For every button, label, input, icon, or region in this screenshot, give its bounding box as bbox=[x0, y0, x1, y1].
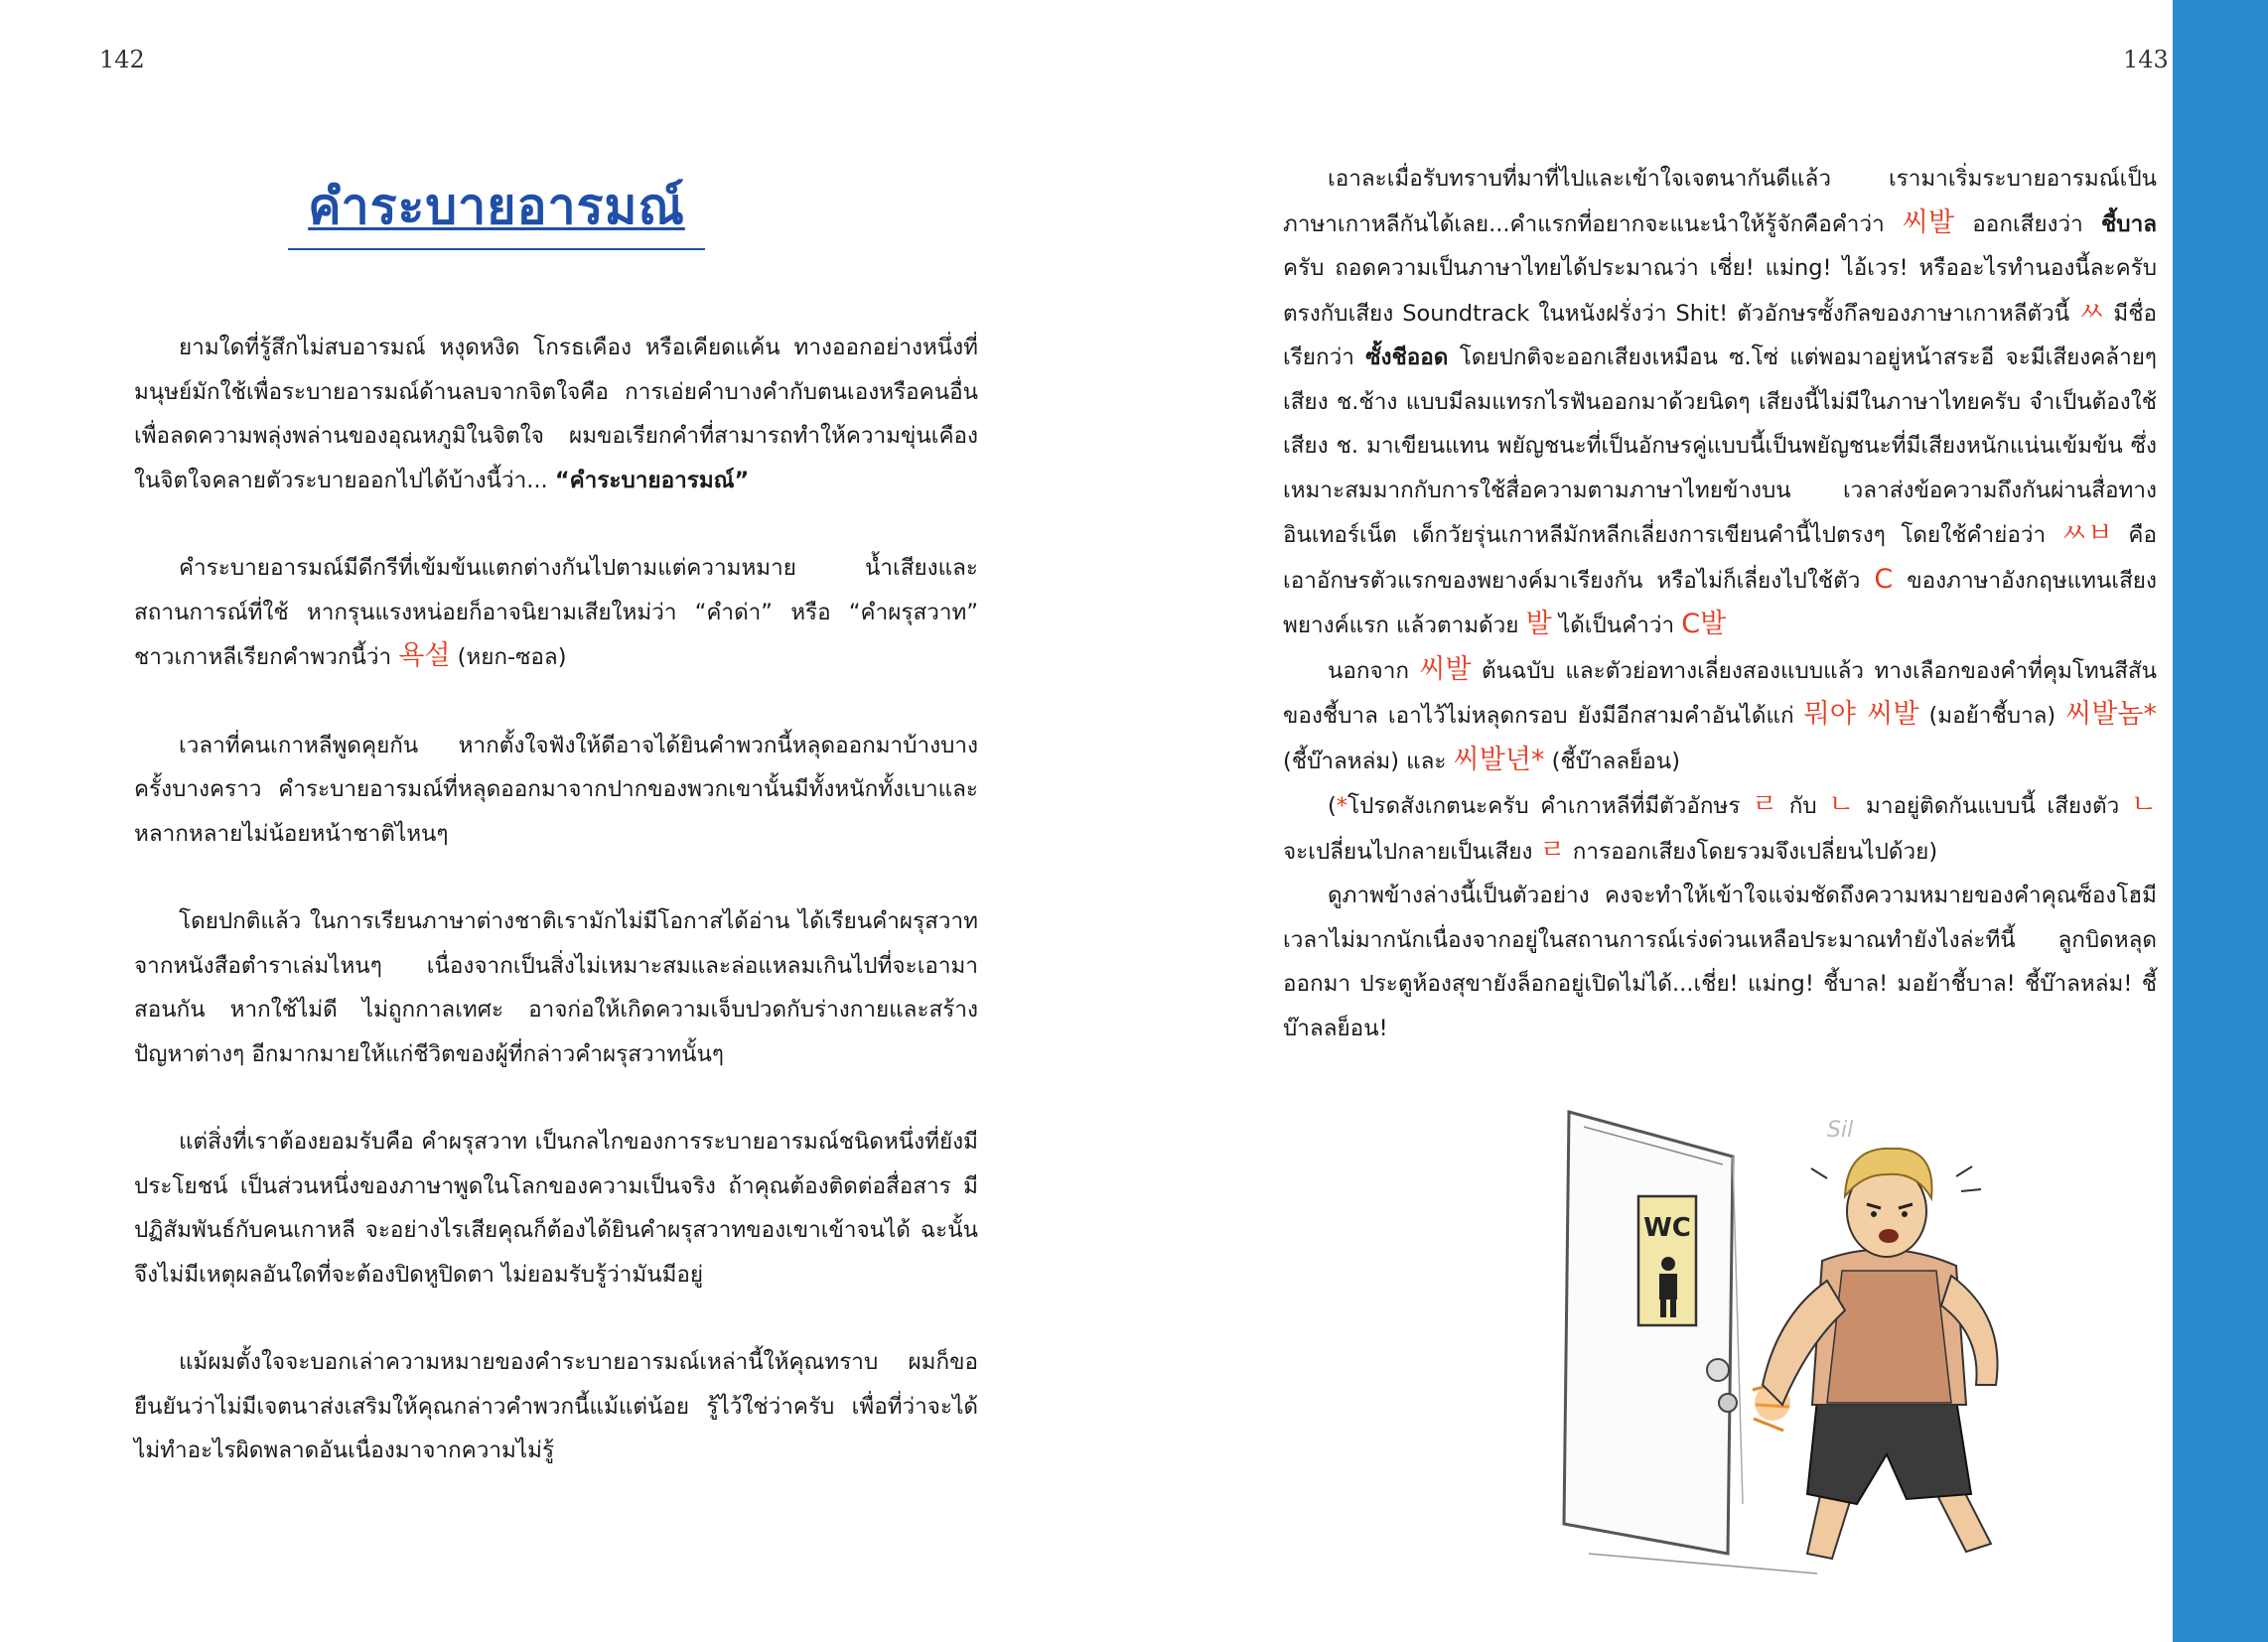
right-body bbox=[1283, 157, 2157, 1050]
edge-color-band bbox=[2173, 0, 2268, 1642]
paragraph: เอาละเมื่อรับทราบที่มาที่ไปและเข้าใจเจตนากันดีแล้ว เรามาเริ่มระบายอารมณ์เป็นภาษาเกาหลีกันได้เลย...คำแรกที่อยากจะแนะนำให้รู้จักคือคำว่า 씨발 ออกเสียงว่า ชี้บาล ครับ ถอดความเป็นภาษาไทยได้ประมาณว่า เชี่ย! แม่ng! ไอ้เวร! หรืออะไรทำนองนี้ละครับ ตรงกับเสียง Soundtrack ในหนังฝรั่งว่า Shit! ตัวอักษรซั้งกึลของภาษาเกาหลีตัวนี้ ㅆ มีชื่อเรียกว่า ซั้งชีออด โดยปกติจะออกเสียงเหมือน ซ.โซ่ แต่พอมาอยู่หน้าสระอี จะมีเสียงคล้ายๆ เสียง ช.ช้าง แบบมีลมแทรกไรฟันออกมาด้วยนิดๆ เสียงนี้ไม่มีในภาษาไทยครับ จำเป็นต้องใช้เสียง ช. มาเขียนแทน พยัญชนะที่เป็นอักษรคู่แบบนี้เป็นพยัญชนะที่มีเสียงหนักแน่นเข้มข้น ซึ่งเหมาะสมมากกับการใช้สื่อความตามภาษาไทยข้างบน เวลาส่งข้อความถึงกันผ่านสื่อทางอินเทอร์เน็ต เด็กวัยรุ่นเกาหลีมักหลีกเลี่ยงการเขียนคำนี้ไปตรงๆ โดยใช้คำย่อว่า ㅆㅂ คือเอาอักษรตัวแรกของพยางค์มาเรียงกัน หรือไม่ก็เลี่ยงไปใช้ตัว C ของภาษาอังกฤษแทนเสียงพยางค์แรก แล้วตามด้วย 발 ได้เป็นคำว่า C발 bbox=[1283, 166, 2157, 639]
paragraph: โดยปกติแล้ว ในการเรียนภาษาต่างชาติเรามักไม่มีโอกาสได้อ่าน ได้เรียนคำผรุสวาทจากหนังสือตำราเล่มไหนๆ เนื่องจากเป็นสิ่งไม่เหมาะสมและล่อแหลมเกินไปที่จะเอามาสอนกัน หากใช้ไม่ดี ไม่ถูกกาลเทศะ อาจก่อให้เกิดความเจ็บปวดกับร่างกายและสร้างปัญหาต่างๆ อีกมากมายให้แก่ชีวิตของผู้ที่กล่าวคำผรุสวาทนั้นๆ bbox=[134, 908, 978, 1067]
wc-sign bbox=[1638, 1196, 1696, 1325]
paragraph: (*โปรดสังเกตนะครับ คำเกาหลีที่มีตัวอักษร ㄹ กับ ㄴ มาอยู่ติดกันแบบนี้ เสียงตัว ㄴ จะเปลี่ยนไปกลายเป็นเสียง ㄹ การออกเสียงโดยรวมจึงเปลี่ยนไปด้วย) bbox=[1283, 789, 2157, 866]
korean-term: C발 bbox=[1681, 609, 1727, 639]
korean-term: ㅆㅂ bbox=[2060, 518, 2113, 549]
left-body bbox=[134, 326, 978, 1517]
korean-term: ㄴ bbox=[2130, 789, 2157, 820]
paragraph: แต่สิ่งที่เราต้องยอมรับคือ คำผรุสวาท เป็นกลไกของการระบายอารมณ์ชนิดหนึ่งที่ยังมีประโยชน์ เป็นส่วนหนึ่งของภาษาพูดในโลกของความเป็นจริง ถ้าคุณต้องติดต่อสื่อสาร มีปฏิสัมพันธ์กับคนเกาหลี จะอย่างไรเสียคุณก็ต้องได้ยินคำผรุสวาทของเขาเข้าจนได้ ฉะนั้นจึงไม่มีเหตุผลอันใดที่จะต้องปิดหูปิดตา ไม่ยอมรับรู้ว่ามันมีอยู่ bbox=[134, 1129, 978, 1288]
korean-term: ㄹ bbox=[1752, 789, 1778, 820]
paragraph: ยามใดที่รู้สึกไม่สบอารมณ์ หงุดหงิด โกรธเคือง หรือเคียดแค้น ทางออกอย่างหนึ่งที่มนุษย์มักใช้เพื่อระบายอารมณ์ด้านลบจากจิตใจคือ การเอ่ยคำบางคำกับตนเองหรือคนอื่น เพื่อลดความพลุ่งพล่านของอุณหภูมิในจิตใจ ผมขอเรียกคำที่สามารถทำให้ความขุ่นเคืองในจิตใจคลายตัวระบายออกไปได้บ้างนี้ว่า... “คำระบายอารมณ์” bbox=[134, 335, 978, 493]
svg-text:WC: WC bbox=[1643, 1213, 1691, 1243]
page-number-left: 142 bbox=[99, 46, 145, 73]
title-underline bbox=[288, 248, 705, 250]
page-number-right: 143 bbox=[2123, 46, 2169, 73]
paragraph: แม้ผมตั้งใจจะบอกเล่าความหมายของคำระบายอารมณ์เหล่านี้ให้คุณทราบ ผมก็ขอยืนยันว่าไม่มีเจตนาส่งเสริมให้คุณกล่าวคำพวกนี้แม้แต่น้อย รู้ไว้ใช่ว่าครับ เพื่อที่ว่าจะได้ไม่ทำอะไรผิดพลาดอันเนื่องมาจากความไม่รู้ bbox=[134, 1349, 978, 1463]
korean-term: 뭐야 씨발 bbox=[1803, 699, 1919, 730]
sound-effect: Sil bbox=[1827, 1118, 1854, 1143]
korean-term: 씨발 bbox=[1902, 206, 1955, 238]
korean-term: 씨발 bbox=[1419, 653, 1472, 685]
korean-term: ㄴ bbox=[1828, 789, 1855, 820]
paragraph: ดูภาพข้างล่างนี้เป็นตัวอย่าง คงจะทำให้เข้าใจแจ่มชัดถึงความหมายของคำคุณซ็องโฮมีเวลาไม่มากนักเนื่องจากอยู่ในสถานการณ์เร่งด่วนเหลือประมาณทำยังไงล่ะทีนี้ ลูกบิดหลุดออกมา ประตูห้องสุขายังล็อกอยู่เปิดไม่ได้...เชี่ย! แม่ng! ชี้บาล! มอย้าชี้บาล! ชี้บ๊าลหล่ม! ชี้บ๊าลลย็อน! bbox=[1283, 883, 2157, 1041]
paragraph: คำระบายอารมณ์มีดีกรีที่เข้มข้นแตกต่างกันไปตามแต่ความหมาย น้ำเสียงและสถานการณ์ที่ใช้ หากรุนแรงหน่อยก็อาจนิยามเสียใหม่ว่า “คำด่า” หรือ “คำผรุสวาท” ชาวเกาหลีเรียกคำพวกนี้ว่า 욕설 (หยก-ซอล) bbox=[134, 555, 978, 671]
korean-term: 발 bbox=[1525, 609, 1552, 639]
man-character bbox=[1763, 1149, 1998, 1559]
paragraph: นอกจาก 씨발 ต้นฉบับ และตัวย่อทางเลี่ยงสองแบบแล้ว ทางเลือกของคำที่คุมโทนสีสันของชี้บาล เอาไว้ไม่หลุดกรอบ ยังมีอีกสามคำอันได้แก่ 뭐야 씨발 (มอย้าชี้บาล) 씨발놈* (ชี้บ๊าลหล่ม) และ 씨발년* (ชี้บ๊าลลย็อน) bbox=[1283, 653, 2157, 775]
korean-term: 씨발년* bbox=[1453, 744, 1545, 775]
korean-term: 욕설 bbox=[398, 640, 451, 671]
korean-term: C bbox=[1874, 563, 1894, 595]
cartoon-illustration bbox=[1529, 1087, 2165, 1583]
chapter-title-wrap bbox=[288, 177, 705, 236]
chapter-title: คำระบายอารมณ์ bbox=[308, 178, 685, 235]
korean-term: 씨발놈* bbox=[2065, 699, 2157, 730]
korean-term: ㅆ bbox=[2078, 296, 2105, 328]
paragraph: เวลาที่คนเกาหลีพูดคุยกัน หากตั้งใจฟังให้ดีอาจได้ยินคำพวกนี้หลุดออกมาบ้างบางครั้งบางคราว คำระบายอารมณ์ที่หลุดออกมาจากปากของพวกเขานั้นมีทั้งหนักทั้งเบาและหลากหลายไม่น้อยหน้าชาติไหนๆ bbox=[134, 732, 978, 847]
korean-term: ㄹ bbox=[1539, 834, 1566, 866]
